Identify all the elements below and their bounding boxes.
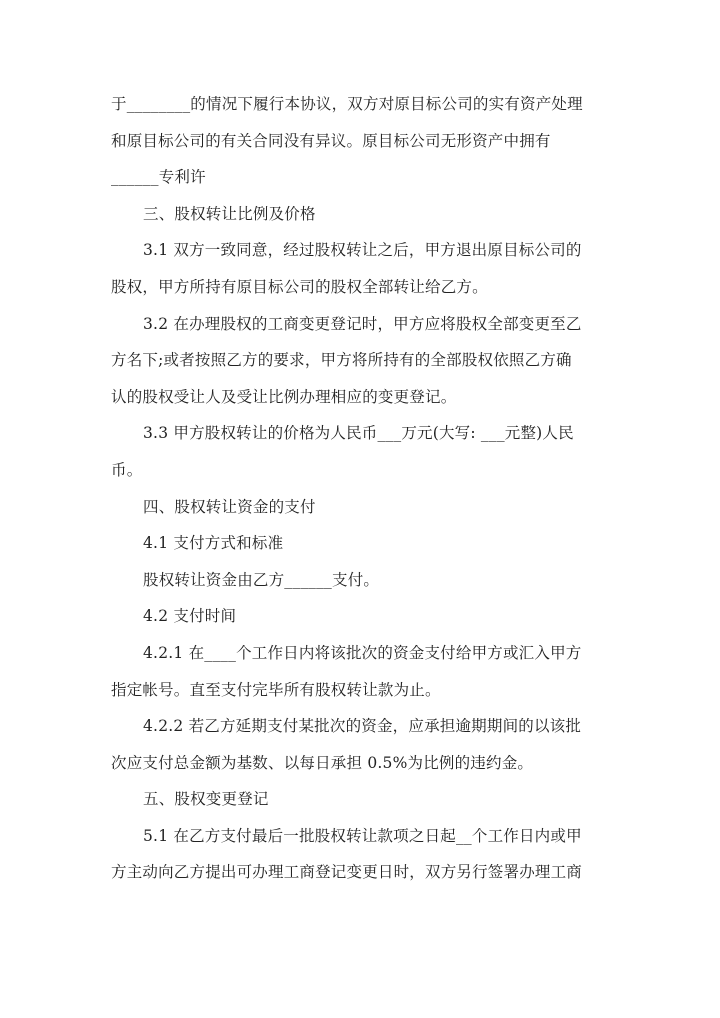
section-heading-3: 三、股权转让比例及价格 [143, 204, 316, 223]
clause-5-1: 5.1 在乙方支付最后一批股权转让款项之日起__个工作日内或甲 [143, 826, 582, 845]
text-line: 认的股权受让人及受让比例办理相应的变更登记。 [111, 387, 457, 406]
text-line: ______专利许 [111, 168, 206, 187]
clause-3-1: 3.1 双方一致同意，经过股权转让之后，甲方退出原目标公司的 [143, 241, 582, 260]
clause-4-1: 4.1 支付方式和标准 [143, 534, 284, 553]
text-line: 和原目标公司的有关合同没有异议。原目标公司无形资产中拥有 [111, 131, 551, 150]
text-line: 方名下;或者按照乙方的要求，甲方将所持有的全部股权依照乙方确 [111, 351, 572, 370]
text-line: 方主动向乙方提出可办理工商登记变更日时，双方另行签署办理工商 [111, 863, 583, 882]
text-line: 指定帐号。直至支付完毕所有股权转让款为止。 [111, 680, 441, 699]
text-line: 股权转让资金由乙方______支付。 [143, 570, 380, 589]
clause-3-2: 3.2 在办理股权的工商变更登记时，甲方应将股权全部变更至乙 [143, 314, 582, 333]
text-line: 次应支付总金额为基数、以每日承担 0.5%为比例的违约金。 [111, 753, 534, 772]
document-page [111, 86, 611, 891]
clause-4-2: 4.2 支付时间 [143, 607, 237, 626]
clause-3-3: 3.3 甲方股权转让的价格为人民币___万元(大写: ___元整)人民 [143, 424, 574, 443]
text-line: 于________的情况下履行本协议，双方对原目标公司的实有资产处理 [111, 95, 583, 113]
section-heading-4: 四、股权转让资金的支付 [143, 497, 316, 516]
section-heading-5: 五、股权变更登记 [143, 790, 269, 809]
text-line: 股权，甲方所持有原目标公司的股权全部转让给乙方。 [111, 277, 488, 296]
clause-4-2-1: 4.2.1 在____个工作日内将该批次的资金支付给甲方或汇入甲方 [143, 643, 582, 662]
clause-4-2-2: 4.2.2 若乙方延期支付某批次的资金，应承担逾期期间的以该批 [143, 717, 582, 736]
text-line: 币。 [111, 460, 143, 479]
